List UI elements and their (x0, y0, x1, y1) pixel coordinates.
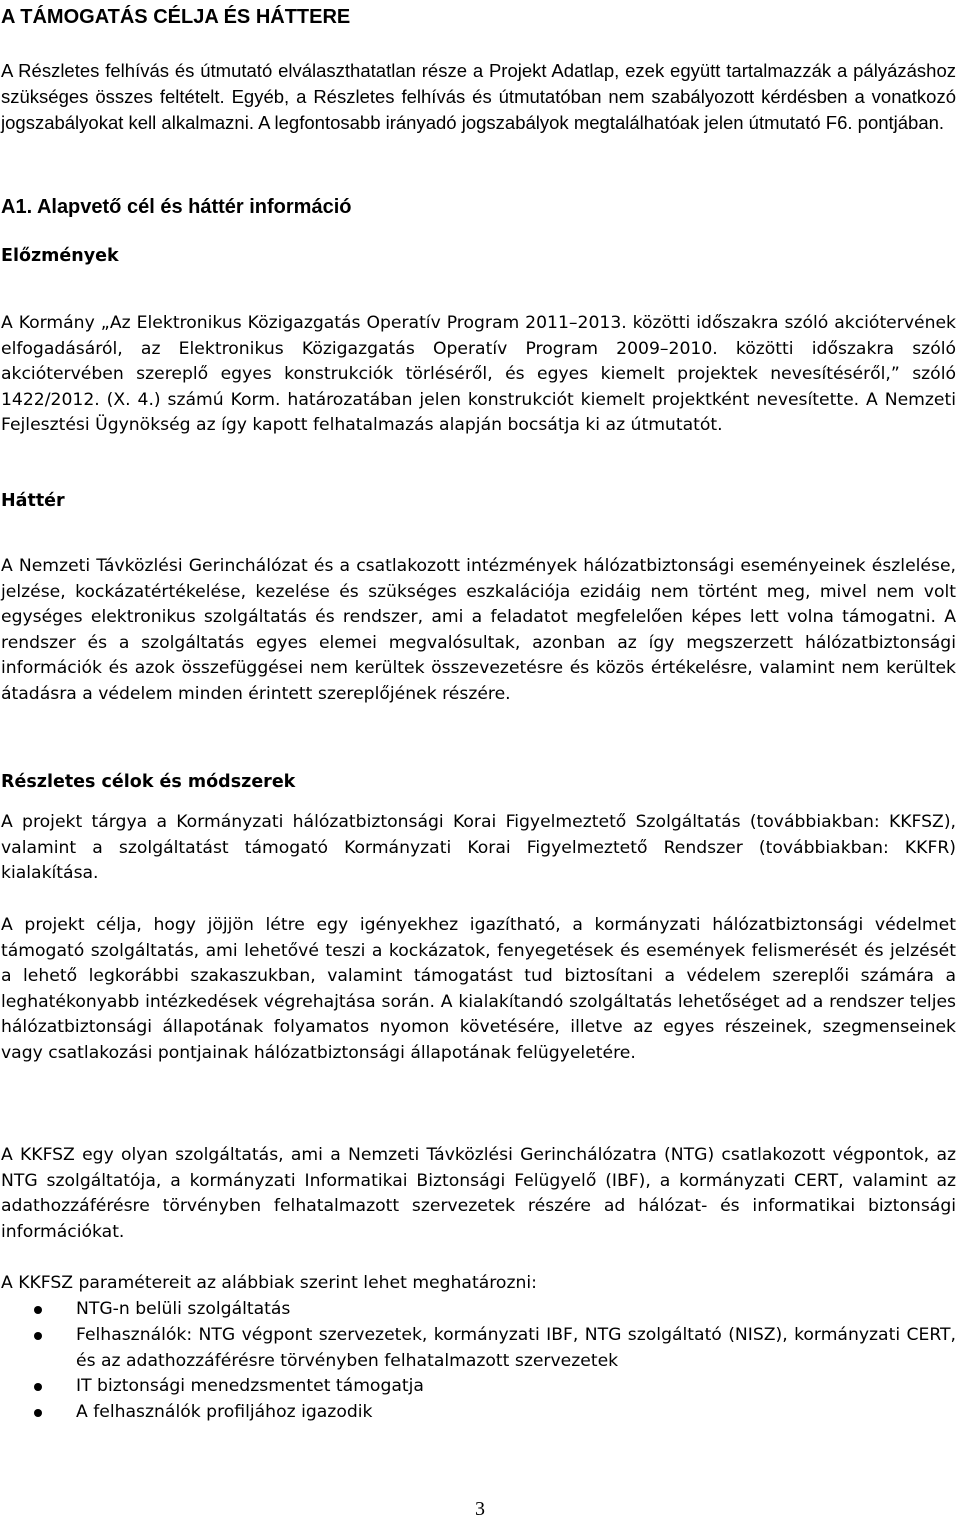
paragraph-elozmenyek: A Kormány „Az Elektronikus Közigazgatás Operatív Program 2011–2013. közötti időszakra szóló akciótervének elfogadásáról, az Elektronikus Közigazgatás Operatív Program 2009–2010. közötti időszakra szóló akciótervében szereplő egyes konstrukciók törléséről, és egyes kiemelt projektek nevesítéséről,” szóló 1422/2012. (X. 4.) számú Korm. határozatában jelen konstrukciót kiemelt projektként nevesítette. A Nemzeti Fejlesztési Ügynökség az így kapott felhatalmazás alapján bocsátja ki az útmutatót. (1, 313, 956, 436)
subheading-hatter: Háttér (1, 491, 65, 511)
list-item: Felhasználók: NTG végpont szervezetek, kormányzati IBF, NTG szolgáltató (NISZ), kormányzati CERT, és az adathozzáférésre törvényben felhatalmazott szervezetek (0, 1323, 956, 1375)
page-number: 3 (475, 1498, 485, 1520)
bullet-icon (34, 1409, 42, 1417)
bullet-icon (34, 1383, 42, 1391)
paragraph-celok-3: A KKFSZ egy olyan szolgáltatás, ami a Nemzeti Távközlési Gerinchálózatra (NTG) csatlakozott végpontok, az NTG szolgáltatója, a kormányzati Informatikai Biztonsági Felügyelő (IBF), a kormányzati CERT, valamint az adathozzáférésre törvényben felhatalmazott szervezetek részére ad hálózat- és informatikai biztonsági információkat. (1, 1145, 956, 1242)
paragraph-celok-1: A projekt tárgya a Kormányzati hálózatbiztonsági Korai Figyelmeztető Szolgáltatás (továbbiakban: KKFSZ), valamint a szolgáltatást támogató Kormányzati Korai Figyelmeztető Rendszer (továbbiakban: KKFR) kialakítása. (1, 812, 956, 884)
list-item: NTG-n belüli szolgáltatás (0, 1297, 956, 1323)
list-item: A felhasználók profiljához igazodik (0, 1400, 956, 1426)
paragraph-hatter: A Nemzeti Távközlési Gerinchálózat és a csatlakozott intézmények hálózatbiztonsági eseményeinek észlelése, jelzése, kockázatértékelése, kezelése és szükséges eszkalációja ezidáig nem történt meg, mivel nem volt egységes elektronikus szolgáltatás és rendszer, ami a feladatot megfelelően képes lett volna támogatni. A rendszer és a szolgáltatás egyes elemei megvalósultak, azonban az így megszerzett hálózatbiztonsági információk és azok összefüggései nem kerültek összevezetésre és közös értékelésre, valamint nem kerültek átadásra a védelem minden érintett szereplőjének részére. (1, 556, 956, 704)
intro-paragraph: A Részletes felhívás és útmutató elválaszthatatlan része a Projekt Adatlap, ezek együtt tartalmazzák a pályázáshoz szükséges összes feltételt. Egyéb, a Részletes felhívás és útmutatóban nem szabályozott kérdésben a vonatkozó jogszabályokat kell alkalmazni. A legfontosabb irányadó jogszabályok megtalálhatóak jelen útmutató F6. pontjában. (1, 60, 956, 133)
list-item: IT biztonsági menedzsmentet támogatja (0, 1374, 956, 1400)
bullet-icon (34, 1332, 42, 1340)
subheading-elozmenyek: Előzmények (1, 246, 119, 266)
paragraph-celok-2: A projekt célja, hogy jöjjön létre egy igényekhez igazítható, a kormányzati hálózatbiztonsági védelmet támogató szolgáltatás, ami lehetővé teszi a kockázatok, fenyegetések és események felismerését és jelzését a lehető legkorábbi szakaszukban, valamint támogatást tud biztosítani a védelem szereplői számára a leghatékonyabb intézkedések végrehajtása során. A kialakítandó szolgáltatás lehetőséget ad a rendszer teljes hálózatbiztonsági állapotának folyamatos nyomon követésére, illetve az egyes részeinek, szegmenseinek vagy csatlakozási pontjainak hálózatbiztonsági állapotának felügyeletére. (1, 915, 956, 1063)
bullet-icon (34, 1306, 42, 1314)
main-heading: A TÁMOGATÁS CÉLJA ÉS HÁTTERE (1, 6, 351, 28)
section-heading-a1: A1. Alapvető cél és háttér információ (1, 196, 352, 218)
subheading-celok: Részletes célok és módszerek (1, 772, 296, 792)
paragraph-celok-4: A KKFSZ paramétereit az alábbiak szerint lehet meghatározni: (1, 1273, 537, 1293)
parameter-list (0, 1297, 956, 1426)
